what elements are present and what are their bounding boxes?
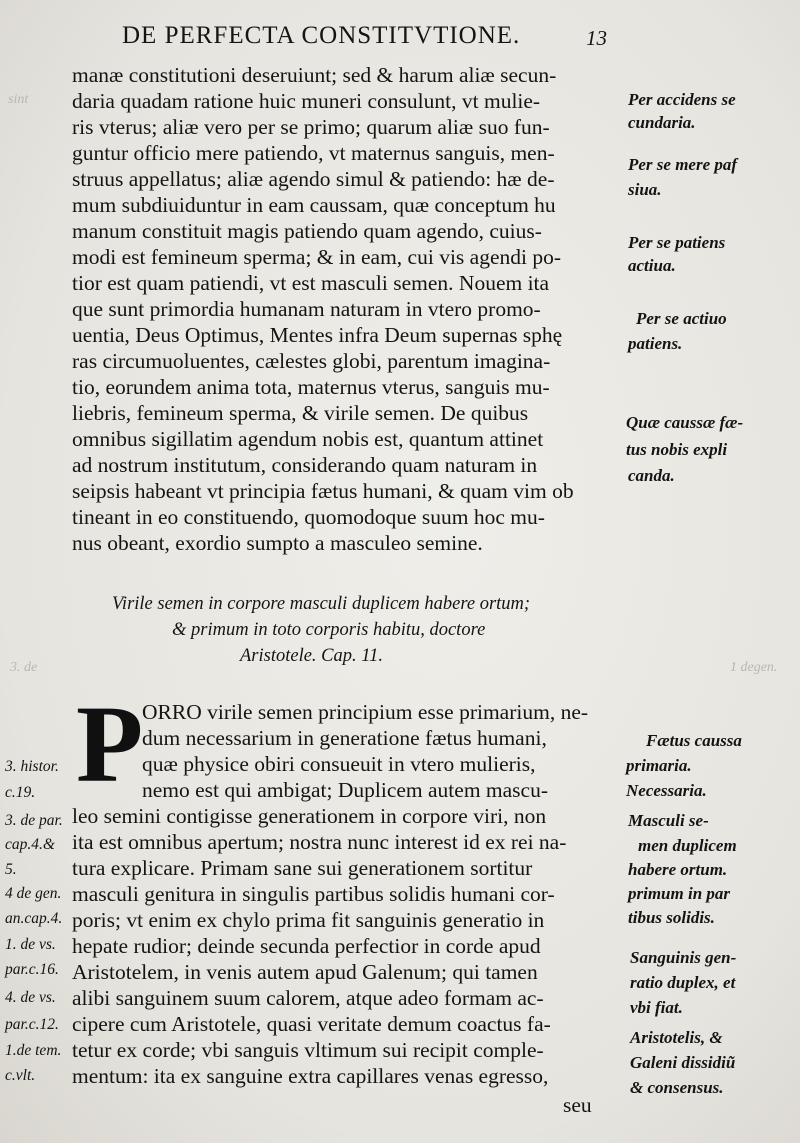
text-line: struus appellatus; aliæ agendo simul & patiendo: hæ de-	[72, 167, 555, 191]
citation-note: par.c.16.	[5, 961, 59, 978]
citation-note: 1. de vs.	[5, 936, 56, 953]
text-line: mentum: ita ex sanguine extra capillares venas egresso,	[72, 1064, 549, 1088]
text-line: uentia, Deus Optimus, Mentes infra Deum supernas sphę	[72, 323, 563, 347]
text-line: tio, eorundem anima tota, maternus vterus, sanguis mu-	[72, 375, 550, 399]
text-line: dum necessarium in generatione fætus humani,	[142, 726, 547, 750]
margin-note: Per se actiuo	[636, 309, 727, 328]
text-line: manum constituit magis patiendo quam agendo, cuius-	[72, 219, 542, 243]
margin-note: ratio duplex, et	[630, 973, 736, 992]
margin-note: Aristotelis, &	[630, 1028, 723, 1047]
margin-note: Quæ caussæ fæ-	[626, 413, 744, 432]
margin-note: primum in par	[628, 884, 731, 903]
citation-note: 4 de gen.	[5, 885, 62, 902]
margin-note: Per se mere paf	[628, 155, 738, 174]
citation-note: an.cap.4.	[5, 910, 63, 927]
text-line: quæ physice obiri consueuit in vtero mulieris,	[142, 752, 536, 776]
text-line: liebris, femineum sperma, & virile semen. De quibus	[72, 401, 529, 425]
citation-note: par.c.12.	[5, 1016, 59, 1033]
margin-note: actiua.	[628, 256, 676, 275]
margin-note: primaria.	[626, 756, 692, 775]
citation-note: c.19.	[5, 784, 36, 801]
text-line: omnibus sigillatim agendum nobis est, quantum attinet	[72, 427, 544, 451]
text-line: ad nostrum institutum, considerando quam naturam in	[72, 453, 538, 477]
text-line: guntur officio mere patiendo, vt maternus sanguis, men-	[72, 141, 555, 165]
margin-note: Masculi se-	[628, 811, 709, 830]
bleed-through-text: 3. de	[10, 660, 38, 675]
citation-note: cap.4.&	[5, 836, 55, 853]
margin-note: & consensus.	[630, 1078, 724, 1097]
text-line: ORRO virile semen principium esse primarium, ne-	[142, 700, 589, 724]
margin-note: canda.	[628, 466, 675, 485]
text-line: poris; vt enim ex chylo prima fit sanguinis generatio in	[72, 908, 545, 932]
citation-note: 5.	[5, 861, 17, 878]
text-line: cipere cum Aristotele, quasi veritate demum coactus fa-	[72, 1012, 551, 1036]
heading-line: & primum in toto corporis habitu, doctore	[172, 620, 486, 640]
citation-note: c.vlt.	[5, 1067, 36, 1084]
margin-note: Galeni dissidiũ	[630, 1053, 736, 1072]
bleed-through-text: 1 degen.	[730, 660, 778, 675]
text-line: tetur ex corde; vbi sanguis vltimum sui recipit comple-	[72, 1038, 544, 1062]
margin-note: siua.	[628, 180, 662, 199]
heading-line: Virile semen in corpore masculi duplicem habere ortum;	[112, 594, 531, 614]
text-line: Aristotelem, in venis autem apud Galenum; qui tamen	[72, 960, 538, 984]
text-line: masculi genitura in singulis partibus solidis humani cor-	[72, 882, 555, 906]
page-number: 13	[586, 26, 607, 50]
citation-note: 3. histor.	[5, 758, 59, 775]
text-line: hepate rudior; deinde secunda perfectior in corde apud	[72, 934, 541, 958]
margin-note: Fætus caussa	[646, 731, 742, 750]
citation-note: 4. de vs.	[5, 989, 56, 1006]
running-title: DE PERFECTA CONSTITVTIONE.	[122, 22, 521, 49]
margin-note: vbi fiat.	[630, 998, 683, 1017]
text-line: leo semini contigisse generationem in corpore viri, non	[72, 804, 547, 828]
margin-note: Per accidens se	[628, 90, 736, 109]
text-line: nus obeant, exordio sumpto a masculeo semine.	[72, 531, 483, 555]
text-line: seipsis habeant vt principia fætus humani, & quam vim ob	[72, 479, 574, 503]
margin-note: Necessaria.	[626, 781, 707, 800]
text-line: tura explicare. Primam sane sui generationem sortitur	[72, 856, 533, 880]
margin-note: Per se patiens	[628, 233, 726, 252]
text-line: ras circumuoluentes, cælestes globi, parentum imagina-	[72, 349, 551, 373]
text-line: modi est femineum sperma; & in eam, cui vis agendi po-	[72, 245, 562, 269]
margin-note: tus nobis expli	[626, 440, 728, 459]
heading-line: Aristotele. Cap. 11.	[240, 646, 384, 666]
text-line: ita est omnibus apertum; nostra nunc interest id ex rei na-	[72, 830, 567, 854]
drop-cap-initial: P	[76, 683, 144, 805]
text-line: tior est quam patiendi, vt est masculi semen. Nouem ita	[72, 271, 550, 295]
citation-note: 1.de tem.	[5, 1042, 62, 1059]
text-line: mum subdiuiduntur in eam caussam, quæ conceptum hu	[72, 193, 556, 217]
margin-note: Sanguinis gen-	[630, 948, 737, 967]
text-line: nemo est qui ambigat; Duplicem autem mascu-	[142, 778, 549, 802]
page-header	[0, 20, 800, 56]
text-line: tineant in eo constituendo, quomodoque suum hoc mu-	[72, 505, 545, 529]
margin-note: tibus solidis.	[628, 908, 715, 927]
text-line: daria quadam ratione huic muneri consulunt, vt mulie-	[72, 89, 541, 113]
text-line: ris vterus; aliæ vero per se primo; quarum aliæ suo fun-	[72, 115, 550, 139]
margin-note: patiens.	[628, 334, 683, 353]
text-line: manæ constitutioni deseruiunt; sed & harum aliæ secun-	[72, 63, 557, 87]
bleed-through-text: sint	[8, 92, 29, 107]
catchword: seu	[563, 1093, 592, 1117]
text-line: alibi sanguinem suum calorem, atque adeo formam ac-	[72, 986, 544, 1010]
margin-note: cundaria.	[628, 113, 696, 132]
margin-note: habere ortum.	[628, 860, 728, 879]
margin-note: men duplicem	[638, 836, 737, 855]
text-line: que sunt primordia humanam naturam in vtero promo-	[72, 297, 541, 321]
citation-note: 3. de par.	[5, 812, 63, 829]
